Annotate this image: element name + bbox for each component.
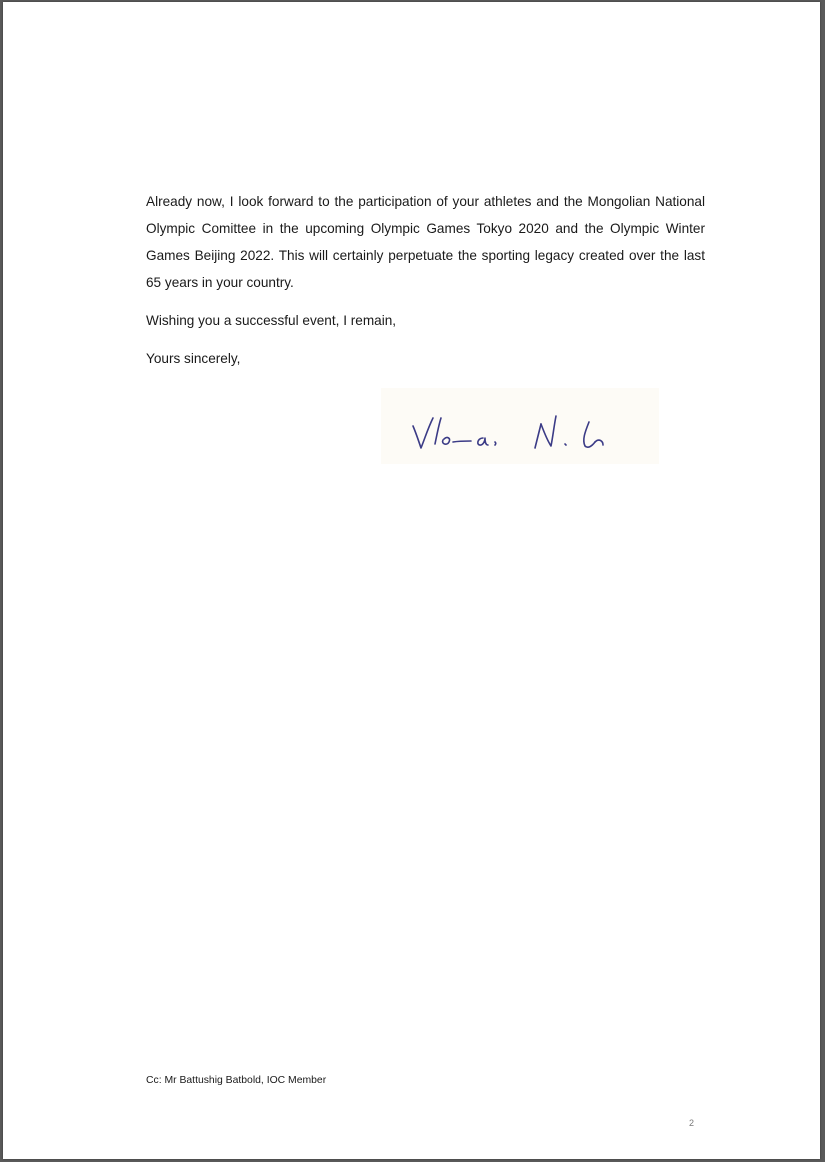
wishing-line: Wishing you a successful event, I remain, bbox=[146, 313, 397, 328]
letter-body bbox=[146, 188, 705, 383]
closing-paragraph: Already now, I look forward to the participation of your athletes and the Mongolian National Olympic Comittee in the upcoming Olympic Games Tokyo 2020 and the Olympic Winter Games Beijing 2022. This will certainly perpetuate the sporting legacy created over the last 65 years in your country. bbox=[146, 194, 705, 290]
signature-icon bbox=[381, 388, 659, 464]
salutation-line: Yours sincerely, bbox=[146, 351, 241, 366]
cc-line: Cc: Mr Battushig Batbold, IOC Member bbox=[146, 1075, 327, 1086]
page-number: 2 bbox=[689, 1118, 695, 1128]
signature-image bbox=[381, 388, 659, 464]
document-page bbox=[3, 2, 820, 1159]
